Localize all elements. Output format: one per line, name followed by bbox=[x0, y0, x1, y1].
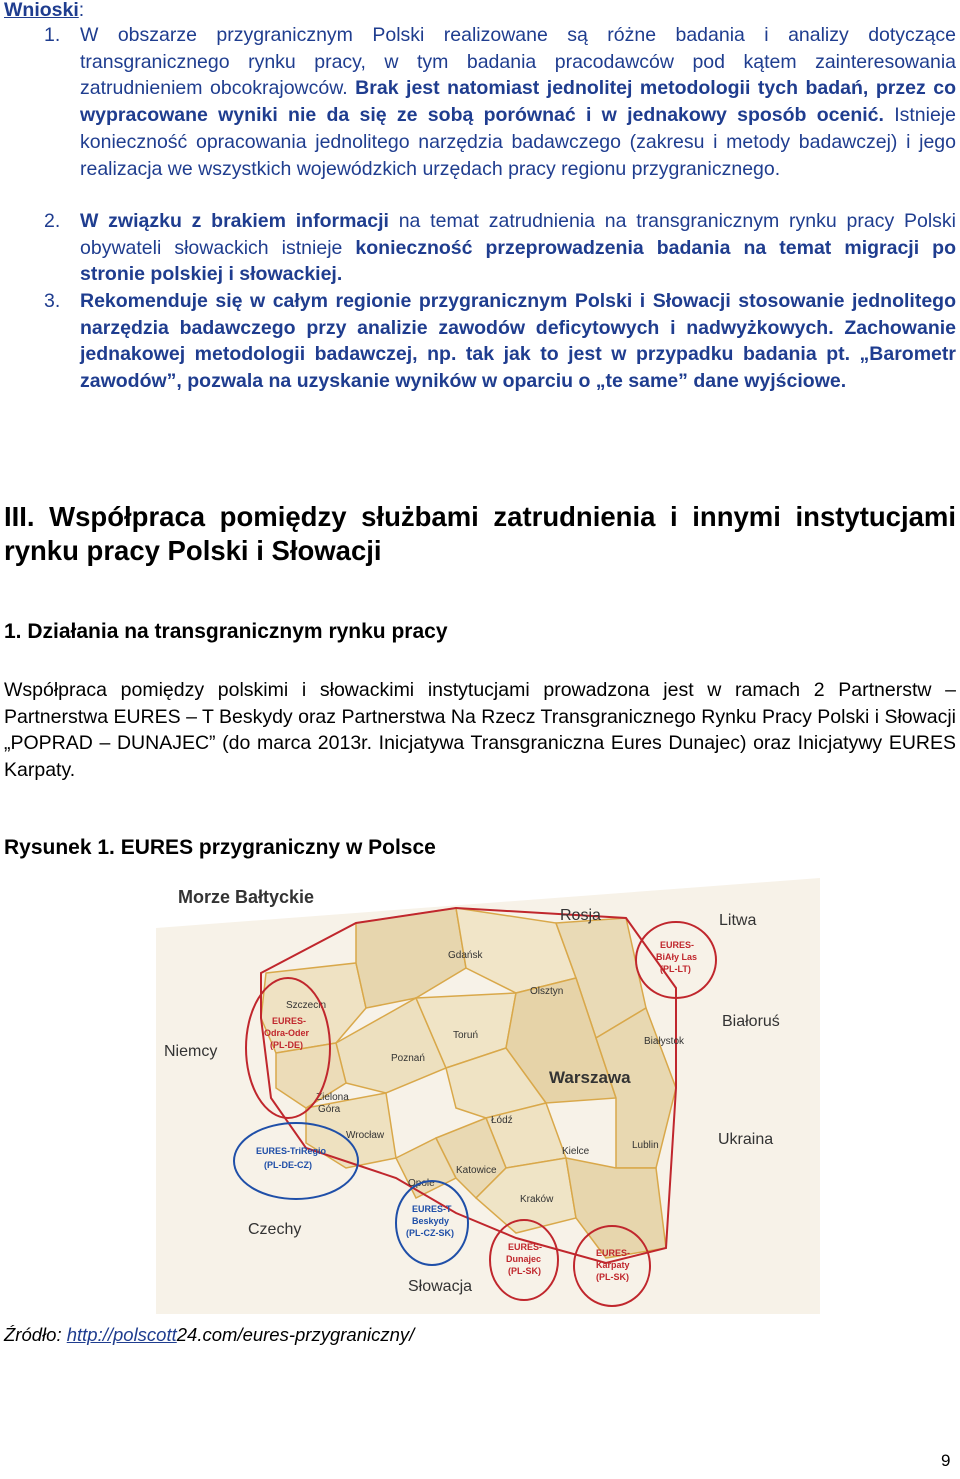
conclusion-text: Rekomenduje się w całym regionie przygranicznym Polski i Słowacji stosowanie jednolitego narzędzia badawczego przy analizie zawodów deficytowych i nadwyżkowych. Zachowanie jednakowej metodologii badawczej, np. tak jak to jest w przypadku badania pt. „Barometr zawodów”, pozwala na uzyskanie wyników w oparciu o „te same” dane wyjściowe. bbox=[80, 290, 956, 393]
conclusions-colon: : bbox=[78, 0, 85, 21]
conclusion-number: 2. bbox=[44, 210, 61, 232]
country-germany: Niemcy bbox=[164, 1043, 218, 1060]
section-heading: III. Współpraca pomiędzy służbami zatrudnienia i innymi instytucjami rynku pracy Polski i Słowacji bbox=[4, 501, 956, 566]
city-lodz: Łódź bbox=[491, 1115, 513, 1126]
city-zielona: Zielona bbox=[316, 1092, 349, 1103]
eures-beskidy-label bbox=[406, 1204, 454, 1238]
city-krakow: Kraków bbox=[520, 1194, 554, 1205]
eures-dunajec-line: Dunajec bbox=[506, 1254, 542, 1264]
source-label: Źródło: bbox=[4, 1324, 67, 1345]
city-szczecin: Szczecin bbox=[286, 1000, 327, 1011]
country-belarus: Białoruś bbox=[722, 1013, 780, 1030]
page-number: 9 bbox=[941, 1451, 951, 1470]
conclusion-bold-text: W związku z brakiem informacji bbox=[80, 210, 389, 232]
eures-beskidy-line: Beskydy bbox=[412, 1216, 450, 1226]
conclusions-title: Wnioski bbox=[4, 0, 79, 21]
city-gdansk: Gdańsk bbox=[448, 950, 483, 961]
figure-source bbox=[4, 1324, 414, 1346]
eures-odra-line: EURES- bbox=[272, 1016, 307, 1026]
eures-dunajec-line: (PL-SK) bbox=[508, 1266, 541, 1276]
eures-triregio-line: (PL-DE-CZ) bbox=[264, 1160, 312, 1170]
conclusion-number: 1. bbox=[44, 24, 61, 46]
eures-bialy-line: EURES- bbox=[660, 940, 695, 950]
conclusion-plain-text: Istnieje konieczność opracowania jednolitego narzędzia badawczego (zakresu i metody badawczej) i jego realizacja we wszystkich wojewódzkich urzędach pracy regionu przygranicznego. bbox=[80, 104, 956, 180]
body-paragraph: Współpraca pomiędzy polskimi i słowackimi instytucjami prowadzona jest w ramach 2 Partnerstw – Partnerstwa EURES – T Beskydy oraz Partnerstwa Na Rzecz Transgranicznego Rynku Pracy Polski i Słowacji „POPRAD – DUNAJEC” (do marca 2013r. Inicjatywa Transgraniczna Eures Dunajec) oraz Inicjatywy EURES Karpaty. bbox=[4, 679, 956, 782]
eures-karpaty-line: EURES- bbox=[596, 1248, 631, 1258]
eures-karpaty-line: (PL-SK) bbox=[596, 1272, 629, 1282]
conclusion-plain-text: na temat zatrudnienia na transgranicznym rynku pracy Polski obywateli słowackich istnieje bbox=[80, 210, 956, 259]
conclusion-number: 3. bbox=[44, 290, 61, 312]
city-bialystok: Białystok bbox=[644, 1036, 685, 1047]
conclusion-item-3 bbox=[44, 288, 956, 395]
subsection-heading: 1. Działania na transgranicznym rynku pracy bbox=[4, 620, 448, 643]
conclusion-plain-text: W obszarze przygranicznym Polski realizowane są różne badania i analizy dotyczące transgranicznego rynku pracy, w tym badania pracodawców pod kątem zainteresowania zatrudnieniem obcokrajowców. bbox=[80, 24, 956, 100]
country-czechia: Czechy bbox=[248, 1221, 302, 1238]
eures-map bbox=[156, 868, 820, 1314]
city-katowice: Katowice bbox=[456, 1165, 497, 1176]
conclusions-heading bbox=[4, 0, 84, 23]
conclusion-bold-text: Brak jest natomiast jednolitej metodologii tych badań, przez co wypracowane wyniki nie da się ze sobą porównać i w jednakowy sposób ocenić. bbox=[80, 77, 956, 127]
eures-dunajec-line: EURES- bbox=[508, 1242, 543, 1252]
eures-beskidy-line: (PL-CZ-SK) bbox=[406, 1228, 454, 1238]
eures-dunajec-label bbox=[506, 1242, 542, 1276]
eures-odra-line: (PL-DE) bbox=[270, 1040, 303, 1050]
source-link[interactable]: http://polscott bbox=[66, 1324, 177, 1345]
eures-karpaty-line: Karpaty bbox=[596, 1260, 630, 1270]
city-lublin: Lublin bbox=[632, 1140, 659, 1151]
sea-label: Morze Bałtyckie bbox=[178, 887, 315, 907]
eures-bialy-line: BiAły Las bbox=[656, 952, 698, 962]
conclusion-item-1 bbox=[44, 22, 956, 182]
conclusion-text bbox=[80, 208, 956, 288]
eures-karpaty-label bbox=[596, 1248, 630, 1282]
figure-caption: Rysunek 1. EURES przygraniczny w Polsce bbox=[4, 836, 436, 859]
country-ukraine: Ukraina bbox=[718, 1131, 774, 1148]
source-rest: 24.com/eures-przygraniczny/ bbox=[176, 1324, 415, 1345]
conclusion-text bbox=[80, 22, 956, 182]
country-slovakia: Słowacja bbox=[408, 1278, 473, 1295]
city-kielce: Kielce bbox=[562, 1146, 590, 1157]
conclusion-item-2 bbox=[44, 208, 956, 288]
conclusion-bold-text: konieczność przeprowadzenia badania na temat migracji po stronie polskiej i słowackiej. bbox=[80, 236, 957, 286]
eures-beskidy-line: EURES-T bbox=[412, 1204, 452, 1214]
city-opole: Opole bbox=[408, 1178, 435, 1189]
city-poznan: Poznań bbox=[391, 1053, 425, 1064]
eures-bialy-line: (PL-LT) bbox=[660, 964, 691, 974]
city-olsztyn: Olsztyn bbox=[530, 986, 564, 997]
city-gora: Góra bbox=[318, 1104, 341, 1115]
country-lithuania: Litwa bbox=[719, 912, 757, 929]
city-wroclaw: Wrocław bbox=[346, 1130, 385, 1141]
city-torun: Toruń bbox=[453, 1030, 479, 1041]
country-russia: Rosja bbox=[560, 907, 601, 924]
eures-odra-line: Odra-Oder bbox=[264, 1028, 310, 1038]
eures-triregio-line: EURES-TriRegio bbox=[256, 1146, 327, 1156]
city-warszawa: Warszawa bbox=[549, 1068, 631, 1087]
